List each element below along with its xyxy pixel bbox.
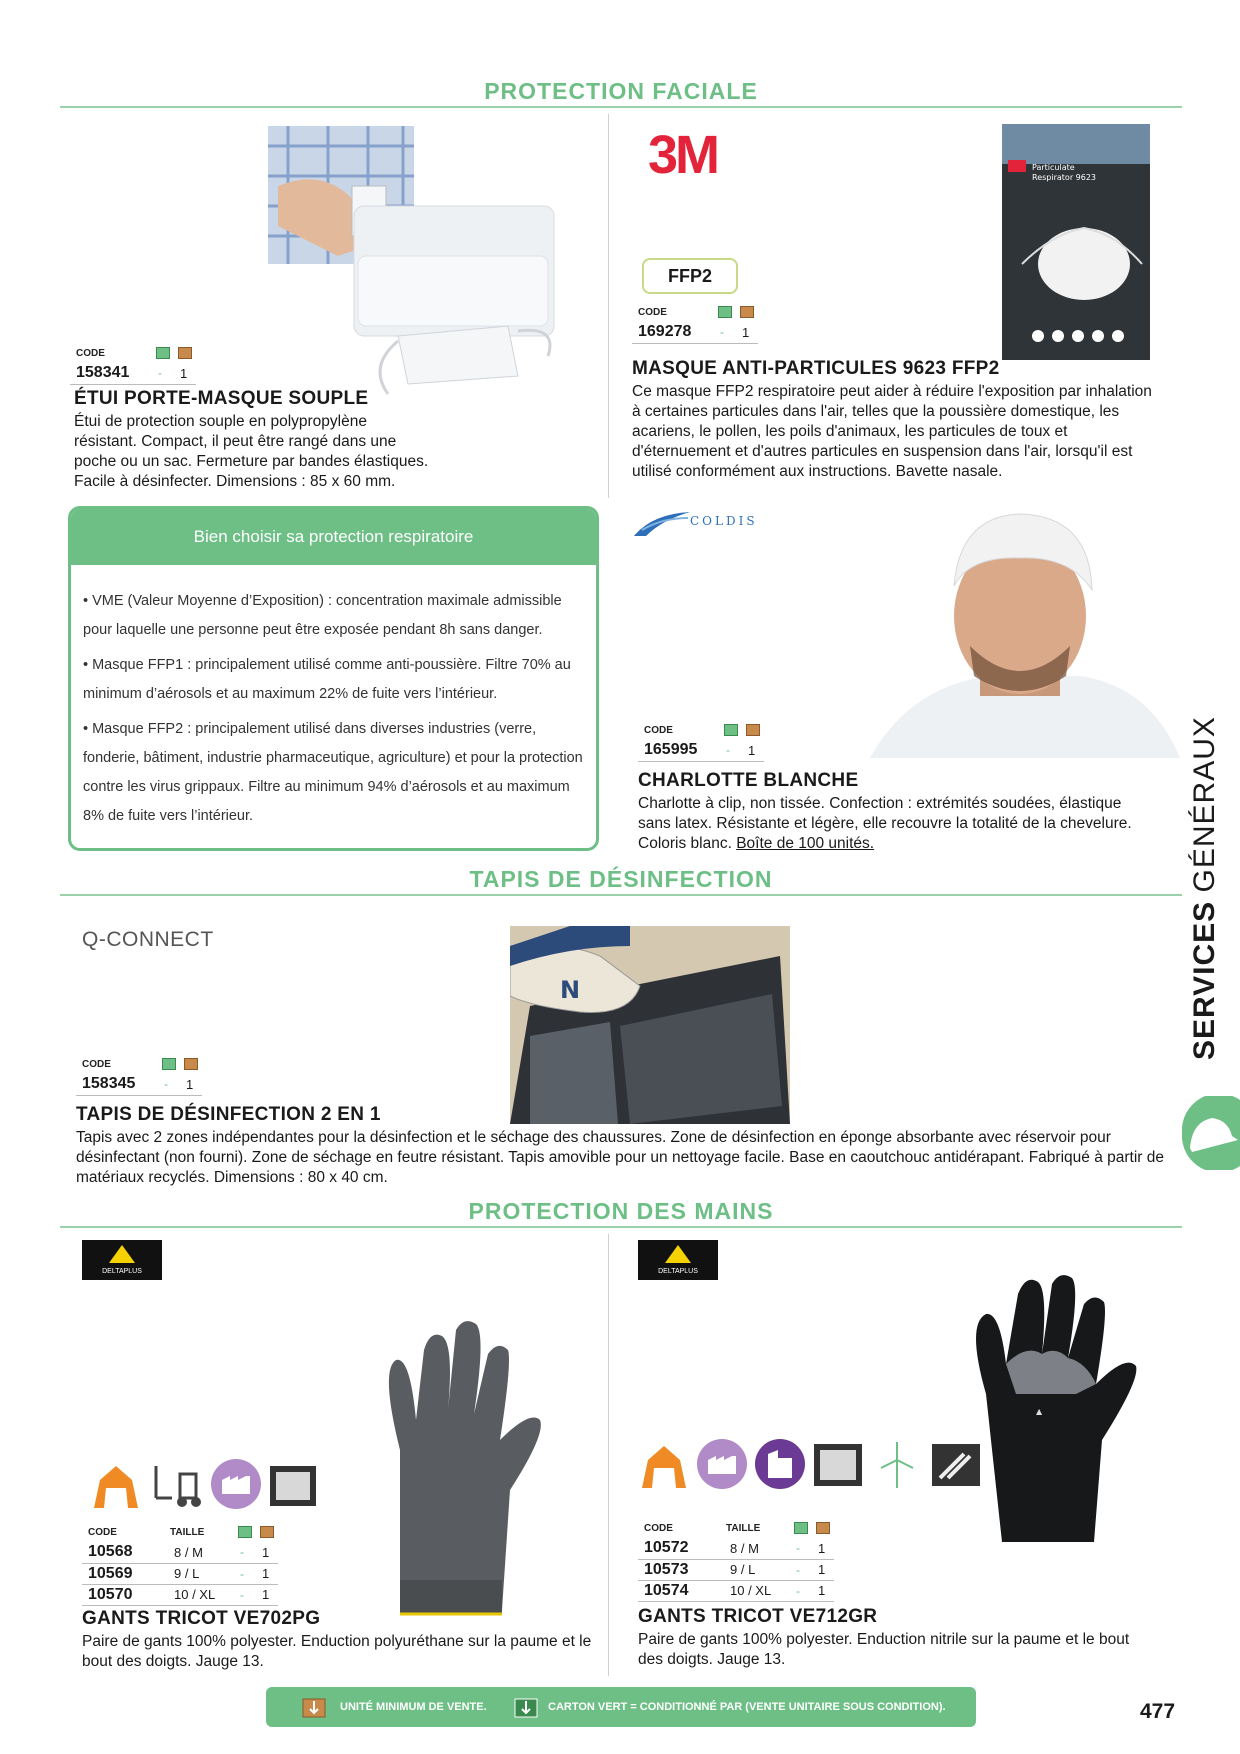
side-label-light: GÉNÉRAUX	[1188, 716, 1221, 893]
gants712-code-table	[638, 1520, 834, 1602]
advice-item: • Masque FFP2 : principalement utilisé dans diverses industries (verre, fonderie, bâtiment, industrie pharmaceutique, agriculture) et pour la protection contre les virus grippaux. Filtre au minimum 94% d’aérosols et au maximum 8% de fuite vers l’intérieur.	[83, 721, 583, 824]
forklift-icon	[150, 1464, 206, 1508]
section-rule	[60, 894, 1182, 896]
etui-name: ÉTUI PORTE-MASQUE SOUPLE	[74, 388, 369, 409]
product-code: 165995	[638, 740, 720, 761]
box-brown-icon	[178, 347, 192, 359]
helmet-icon	[638, 1440, 690, 1490]
code-header: CODE	[82, 1058, 111, 1070]
section-rule	[60, 1226, 1182, 1228]
product-code: 10570	[82, 1584, 164, 1605]
box-green-icon	[156, 347, 170, 359]
product-code: 10569	[82, 1563, 164, 1584]
package-label-2: Respirator 9623	[1032, 173, 1097, 182]
deltaplus-triangle-icon	[663, 1243, 693, 1265]
gants712-description: Paire de gants 100% polyester. Enduction nitrile sur la paume et le bout des doigts. Jauge 13.	[638, 1631, 1130, 1668]
footer-unit-text: UNITÉ MINIMUM DE VENTE.	[340, 1701, 487, 1713]
factory-icon	[696, 1438, 748, 1490]
box-green-icon	[512, 1693, 540, 1721]
helmet-icon	[90, 1460, 142, 1510]
separator: -	[158, 1074, 180, 1095]
etui-code-table	[70, 345, 196, 385]
charlotte-desc-box: Boîte de 100 unités.	[736, 835, 875, 852]
product-code: 169278	[632, 322, 714, 343]
brand-3m-logo: 3M	[648, 125, 718, 185]
etui-product-photo	[268, 126, 568, 426]
quantity: 1	[256, 1563, 278, 1584]
page-number: 477	[1140, 1700, 1176, 1723]
box-brown-icon	[740, 306, 754, 318]
code-header: CODE	[76, 347, 105, 359]
deltaplus-brand: DELTAPLUS	[658, 1268, 698, 1275]
column-divider	[608, 114, 609, 498]
masque-name: MASQUE ANTI-PARTICULES 9623 FFP2	[632, 358, 1000, 379]
box-green-icon	[794, 1522, 808, 1534]
quantity: 1	[812, 1559, 834, 1580]
box-brown-icon	[746, 724, 760, 736]
coldis-logo	[632, 508, 768, 538]
table-row	[638, 1538, 834, 1559]
product-size: 10 / XL	[164, 1584, 234, 1605]
product-size: 10 / XL	[720, 1580, 790, 1601]
deltaplus-logo	[82, 1240, 162, 1280]
box-green-icon	[162, 1058, 176, 1070]
section-rule	[60, 106, 1182, 108]
masque-description: Ce masque FFP2 respiratoire peut aider à réduire l'exposition par inhalation à certaines particules dans l'air, telles que la poussière domestique, les acariens, le pollen, les poils d'animaux, les particules de toux et d'éternuement et d'autres particules en suspension dans l'air, lorsqu'il est utilisé conformément aux instructions. Bavette nasale.	[632, 383, 1152, 480]
product-code: 10572	[638, 1538, 720, 1559]
deltaplus-logo	[638, 1240, 718, 1280]
helmet-tab-icon	[1182, 1096, 1240, 1170]
masque-package-photo	[1002, 124, 1150, 360]
advice-box	[68, 506, 599, 851]
coldis-brand: COLDIS	[690, 514, 758, 528]
gants712-name: GANTS TRICOT VE712GR	[638, 1606, 878, 1627]
side-category-label	[1188, 716, 1222, 1060]
tapis-code-table	[76, 1056, 202, 1096]
table-row	[82, 1584, 278, 1605]
glove-logo: ▲	[1036, 1407, 1043, 1416]
section-title-facial: PROTECTION FACIALE	[484, 78, 758, 104]
section-title-tapis: TAPIS DE DÉSINFECTION	[469, 866, 773, 892]
box-brown-icon	[816, 1522, 830, 1534]
building-icon	[754, 1438, 806, 1490]
table-row	[82, 1542, 278, 1563]
deltaplus-brand: DELTAPLUS	[102, 1268, 142, 1275]
separator: -	[234, 1563, 256, 1584]
charlotte-desc-text: Charlotte à clip, non tissée. Confection : extrémités soudées, élastique sans latex. Résistante et légère, elle recouvre la totalité de la chevelure. Coloris blanc.	[638, 795, 1132, 852]
box-green-icon	[718, 306, 732, 318]
box-brown-icon	[260, 1526, 274, 1538]
wind-turbine-icon	[872, 1440, 922, 1490]
code-header: CODE	[644, 724, 673, 736]
deltaplus-triangle-icon	[107, 1243, 137, 1265]
product-code: 10573	[638, 1559, 720, 1580]
tapis-product-photo	[510, 926, 790, 1124]
gants702-product-photo	[360, 1310, 556, 1620]
shoe-logo: N	[560, 976, 581, 1004]
separator: -	[790, 1580, 812, 1601]
footer-carton-text: CARTON VERT = CONDITIONNÉ PAR (VENTE UNITAIRE SOUS CONDITION).	[548, 1701, 946, 1713]
product-code: 10568	[82, 1542, 164, 1563]
quantity: 1	[174, 363, 196, 384]
separator: -	[790, 1559, 812, 1580]
quantity: 1	[256, 1584, 278, 1605]
box-green-icon	[724, 724, 738, 736]
table-row	[82, 1563, 278, 1584]
separator: -	[790, 1538, 812, 1559]
ffp2-badge: FFP2	[642, 258, 738, 294]
gants702-usage-icons	[90, 1460, 320, 1510]
separator: -	[152, 363, 174, 384]
box-brown-icon	[184, 1058, 198, 1070]
quantity: 1	[812, 1538, 834, 1559]
advice-item: • VME (Valeur Moyenne d’Exposition) : concentration maximale admissible pour laquelle une personne peut être exposée pendant 8h sans danger.	[83, 593, 562, 638]
box-brown-icon	[300, 1693, 328, 1721]
etui-description: Étui de protection souple en polypropylène résistant. Compact, il peut être rangé dans une poche ou un sac. Fermeture par bandes élastiques. Facile à désinfecter. Dimensions : 85 x 60 mm.	[74, 413, 429, 490]
gants702-name: GANTS TRICOT VE702PG	[82, 1608, 321, 1629]
quantity: 1	[742, 740, 764, 761]
package-label: Particulate	[1032, 163, 1075, 172]
coldis-swoosh-icon	[632, 508, 692, 538]
quantity: 1	[180, 1074, 202, 1095]
advice-item: • Masque FFP1 : principalement utilisé comme anti-poussière. Filtre 70% au minimum d’aérosols et au maximum 22% de fuite vers l’intérieur.	[83, 657, 571, 702]
window-icon	[268, 1464, 318, 1508]
separator: -	[714, 322, 736, 343]
gants712-product-photo	[926, 1254, 1170, 1542]
charlotte-description	[638, 794, 1158, 854]
masque-code-table	[632, 304, 758, 344]
separator: -	[234, 1584, 256, 1605]
charlotte-name: CHARLOTTE BLANCHE	[638, 770, 859, 791]
gants702-description: Paire de gants 100% polyester. Enduction polyuréthane sur la paume et le bout des doigts. Jauge 13.	[82, 1633, 592, 1670]
product-size: 8 / M	[720, 1538, 790, 1559]
factory-icon	[210, 1458, 262, 1510]
code-header: CODE	[88, 1526, 117, 1538]
separator: -	[720, 740, 742, 761]
quantity: 1	[812, 1580, 834, 1601]
table-row	[638, 1580, 834, 1601]
section-title-mains: PROTECTION DES MAINS	[468, 1198, 774, 1224]
quantity: 1	[736, 322, 758, 343]
size-header: TAILLE	[170, 1526, 205, 1538]
product-code: 158341	[70, 363, 152, 384]
tapis-description: Tapis avec 2 zones indépendantes pour la désinfection et le séchage des chaussures. Zone de désinfection en éponge absorbante avec réservoir pour désinfectant (non fourni). Zone de séchage en feutre résistant. Tapis amovible pour un nettoyage facile. Base en caoutchouc antidérapant. Fabriqué à partir de matériaux recyclés. Dimensions : 80 x 40 cm.	[76, 1129, 1164, 1186]
charlotte-code-table	[638, 722, 764, 762]
product-code: 10574	[638, 1580, 720, 1601]
product-size: 8 / M	[164, 1542, 234, 1563]
code-header: CODE	[644, 1522, 673, 1534]
side-label-bold: SERVICES	[1188, 900, 1221, 1060]
advice-title: Bien choisir sa protection respiratoire	[71, 509, 596, 565]
tapis-name: TAPIS DE DÉSINFECTION 2 EN 1	[76, 1104, 381, 1125]
footer-legend	[266, 1687, 976, 1727]
quantity: 1	[256, 1542, 278, 1563]
gants702-code-table	[82, 1524, 278, 1606]
charlotte-product-photo	[870, 506, 1180, 758]
size-header: TAILLE	[726, 1522, 761, 1534]
product-size: 9 / L	[720, 1559, 790, 1580]
product-code: 158345	[76, 1074, 158, 1095]
window-icon	[812, 1442, 864, 1488]
product-size: 9 / L	[164, 1563, 234, 1584]
separator: -	[234, 1542, 256, 1563]
code-header: CODE	[638, 306, 667, 318]
table-row	[638, 1559, 834, 1580]
box-green-icon	[238, 1526, 252, 1538]
qconnect-logo: Q-CONNECT	[82, 928, 214, 951]
column-divider	[608, 1234, 609, 1676]
